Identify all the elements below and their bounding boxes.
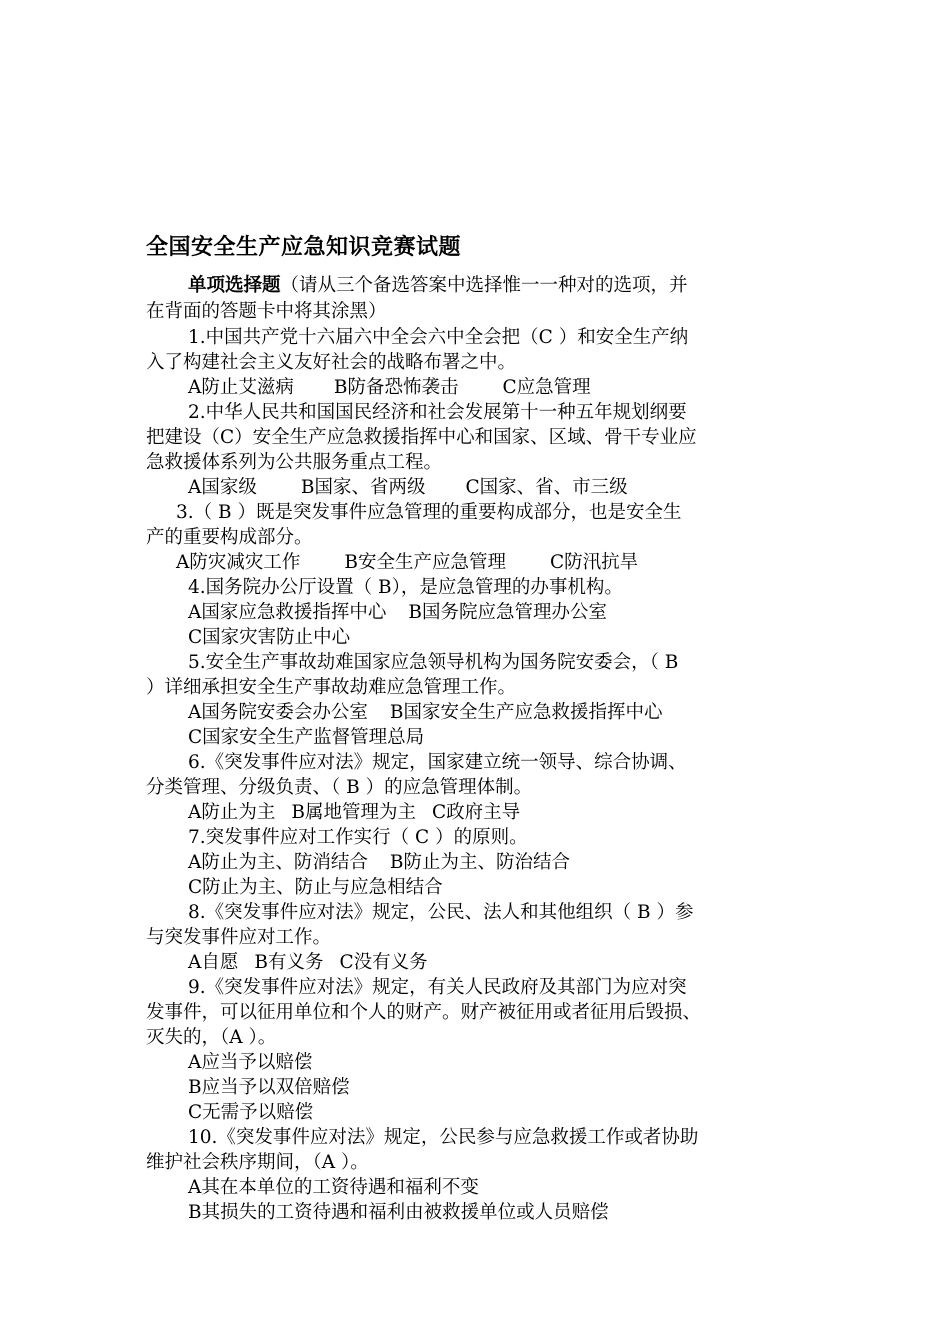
option-b: B属地管理为主 — [291, 802, 416, 823]
option-a: A国务院安委会办公室 — [188, 702, 368, 723]
option-row — [146, 550, 826, 575]
question-line: 分类管理、分级负责、（ B ）的应急管理体制。 — [146, 777, 533, 798]
intro-line: 在背面的答题卡中将其涂黑） — [146, 301, 387, 322]
question-line: 产的重要构成部分。 — [146, 527, 313, 548]
option-a: A国家级 — [188, 477, 257, 498]
option-row — [146, 700, 826, 725]
option-row — [146, 475, 826, 500]
option-c: C防汛抗旱 — [549, 552, 639, 573]
option-a: A其在本单位的工资待遇和福利不变 — [188, 1177, 479, 1198]
option-a: A自愿 — [188, 952, 239, 973]
option-row — [146, 1075, 826, 1100]
option-b: B防止为主、防治结合 — [389, 852, 570, 873]
option-row — [146, 725, 826, 750]
option-row — [146, 1050, 826, 1075]
option-a: A防灾减灾工作 — [176, 552, 301, 573]
question-body — [146, 273, 826, 1225]
option-b: B防备恐怖袭击 — [333, 377, 459, 398]
question-5 — [146, 650, 826, 750]
question-line: 急救援体系列为公共服务重点工程。 — [146, 452, 443, 473]
option-row — [146, 375, 826, 400]
option-c: C国家、省、市三级 — [465, 477, 628, 498]
option-c: C国家安全生产监督管理总局 — [188, 727, 425, 748]
option-c: C没有义务 — [339, 952, 428, 973]
option-a: A防止艾滋病 — [188, 377, 294, 398]
question-2 — [146, 400, 826, 500]
question-4 — [146, 575, 826, 650]
section-heading: 单项选择题 — [188, 275, 281, 296]
question-line: 2.中华人民共和国国民经济和社会发展第十一种五年规划纲要 — [188, 402, 687, 423]
option-b: B安全生产应急管理 — [344, 552, 506, 573]
question-10 — [146, 1125, 826, 1225]
option-row — [146, 800, 826, 825]
option-row — [146, 850, 826, 875]
option-a: A防止为主 — [188, 802, 276, 823]
question-3 — [146, 500, 826, 575]
question-line: ）详细承担安全生产事故劫难应急管理工作。 — [146, 677, 517, 698]
question-line: 8.《突发事件应对法》规定，公民、法人和其他组织（ B ）参 — [188, 902, 694, 923]
option-b: B有义务 — [254, 952, 324, 973]
question-line: 10.《突发事件应对法》规定，公民参与应急救援工作或者协助 — [188, 1127, 699, 1148]
option-row — [146, 1200, 826, 1225]
option-a: A应当予以赔偿 — [188, 1052, 313, 1073]
question-line: 维护社会秩序期间，（A ）。 — [146, 1152, 369, 1173]
option-c: C防止为主、防止与应急相结合 — [188, 877, 443, 898]
question-line: 6.《突发事件应对法》规定，国家建立统一领导、综合协调、 — [188, 752, 687, 773]
question-line: 1.中国共产党十六届六中全会六中全会把（C ）和安全生产纳 — [188, 327, 689, 348]
option-b: B应当予以双倍赔偿 — [188, 1077, 350, 1098]
question-line: 3.（ B ）既是突发事件应急管理的重要构成部分，也是安全生 — [176, 502, 682, 523]
option-row — [146, 625, 826, 650]
option-b: B其损失的工资待遇和福利由被救援单位或人员赔偿 — [188, 1202, 609, 1223]
option-row — [146, 950, 826, 975]
option-c: C政府主导 — [431, 802, 521, 823]
question-line: 4.国务院办公厅设置（ B），是应急管理的办事机构。 — [188, 577, 623, 598]
question-1 — [146, 325, 826, 400]
option-row — [146, 600, 826, 625]
question-6 — [146, 750, 826, 825]
question-line: 灭失的，（A ）。 — [146, 1027, 277, 1048]
option-c: C应急管理 — [502, 377, 591, 398]
question-line: 5.安全生产事故劫难国家应急领导机构为国务院安委会，（ B — [188, 652, 679, 673]
option-b: B国家、省两级 — [300, 477, 426, 498]
option-c: C国家灾害防止中心 — [188, 627, 351, 648]
question-7 — [146, 825, 826, 900]
intro-line — [146, 273, 826, 299]
page-title: 全国安全生产应急知识竞赛试题 — [146, 235, 462, 260]
question-9 — [146, 975, 826, 1125]
option-a: A防止为主、防消结合 — [188, 852, 368, 873]
question-line: 9.《突发事件应对法》规定，有关人民政府及其部门为应对突 — [188, 977, 687, 998]
intro-text: （请从三个备选答案中选择惟一一种对的选项，并 — [280, 275, 688, 296]
option-b: B国家安全生产应急救援指挥中心 — [389, 702, 663, 723]
option-row — [146, 875, 826, 900]
question-8 — [146, 900, 826, 975]
option-row — [146, 1100, 826, 1125]
option-row — [146, 1175, 826, 1200]
question-line: 与突发事件应对工作。 — [146, 927, 332, 948]
question-line: 入了构建社会主义友好社会的战略布署之中。 — [146, 352, 517, 373]
question-line: 把建设（C）安全生产应急救援指挥中心和国家、区域、骨干专业应 — [146, 427, 697, 448]
question-line: 7.突发事件应对工作实行（ C ）的原则。 — [188, 827, 528, 848]
option-b: B国务院应急管理办公室 — [408, 602, 607, 623]
option-c: C无需予以赔偿 — [188, 1102, 314, 1123]
option-a: A国家应急救援指挥中心 — [188, 602, 387, 623]
question-line: 发事件，可以征用单位和个人的财产。财产被征用或者征用后毁损、 — [146, 1002, 702, 1023]
